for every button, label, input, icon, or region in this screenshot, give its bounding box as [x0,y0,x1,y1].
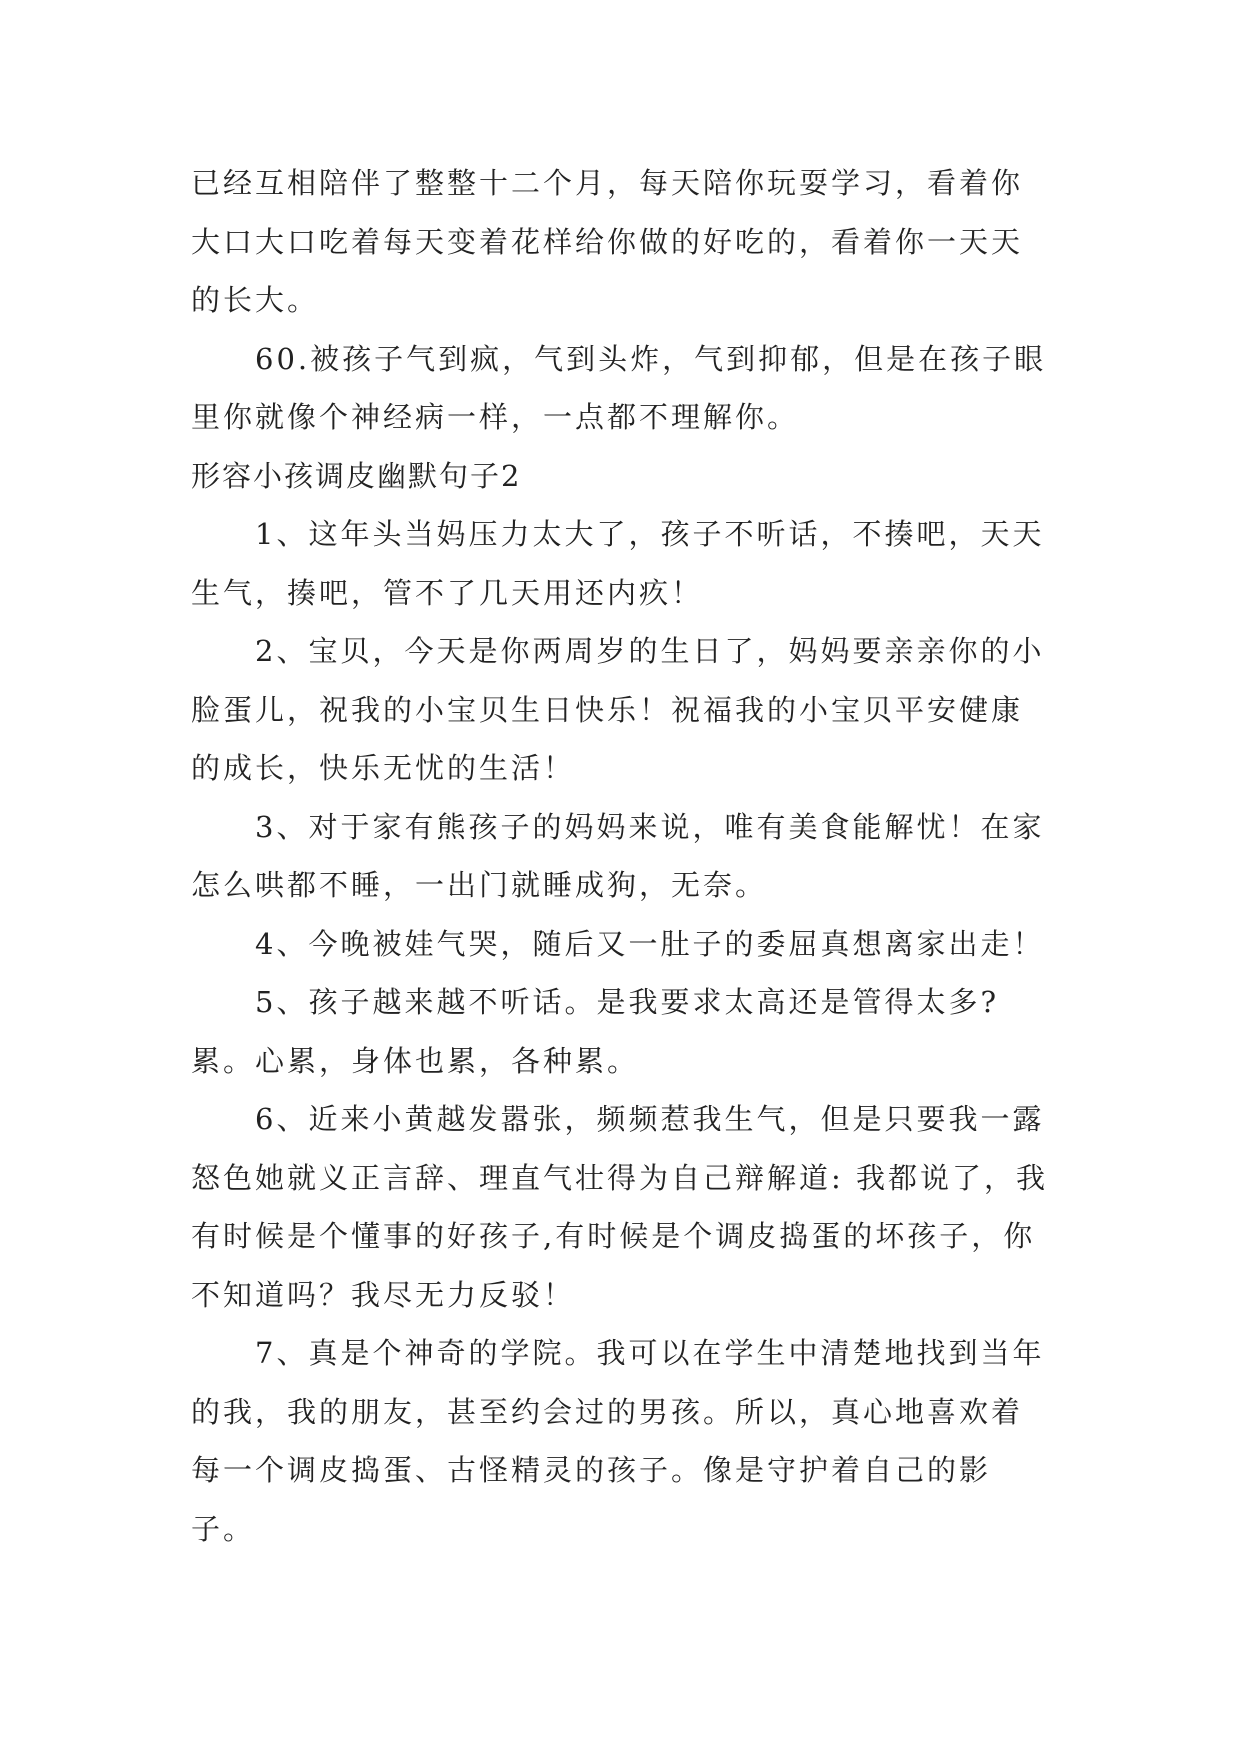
paragraph-item-1: 1、这年头当妈压力太大了，孩子不听话，不揍吧，天天生气，揍吧，管不了几天用还内疚！ [191,517,1045,610]
paragraph-item-4: 4、今晚被娃气哭，随后又一肚子的委屈真想离家出走！ [255,926,1045,961]
section-heading: 形容小孩调皮幽默句子2 [191,458,522,493]
paragraph-item-3: 3、对于家有熊孩子的妈妈来说，唯有美食能解忧！在家怎么哄都不睡，一出门就睡成狗，无奈。 [191,809,1045,902]
paragraph-item-6: 6、近来小黄越发嚣张，频频惹我生气，但是只要我一露怒色她就义正言辞、理直气壮得为自己辩解道: 我都说了，我有时候是个懂事的好孩子,有时候是个调皮捣蛋的坏孩子，你不知道吗？我尽无力反驳！ [191,1102,1048,1312]
paragraph-item-2: 2、宝贝，今天是你两周岁的生日了，妈妈要亲亲你的小脸蛋儿，祝我的小宝贝生日快乐！祝福我的小宝贝平安健康的成长，快乐无忧的生活！ [191,634,1045,785]
paragraph-continuation: 已经互相陪伴了整整十二个月，每天陪你玩耍学习，看着你大口大口吃着每天变着花样给你做的好吃的，看着你一天天的长大。 [191,166,1024,317]
paragraph-item-60: 60.被孩子气到疯，气到头炸，气到抑郁，但是在孩子眼里你就像个神经病一样，一点都不理解你。 [191,341,1047,434]
paragraph-item-7: 7、真是个神奇的学院。我可以在学生中清楚地找到当年的我，我的朋友，甚至约会过的男孩。所以，真心地喜欢着每一个调皮捣蛋、古怪精灵的孩子。像是守护着自己的影子。 [191,1336,1045,1546]
paragraph-item-5: 5、孩子越来越不听话。是我要求太高还是管得太多?累。心累，身体也累，各种累。 [191,985,999,1078]
document-page [191,154,1051,1558]
